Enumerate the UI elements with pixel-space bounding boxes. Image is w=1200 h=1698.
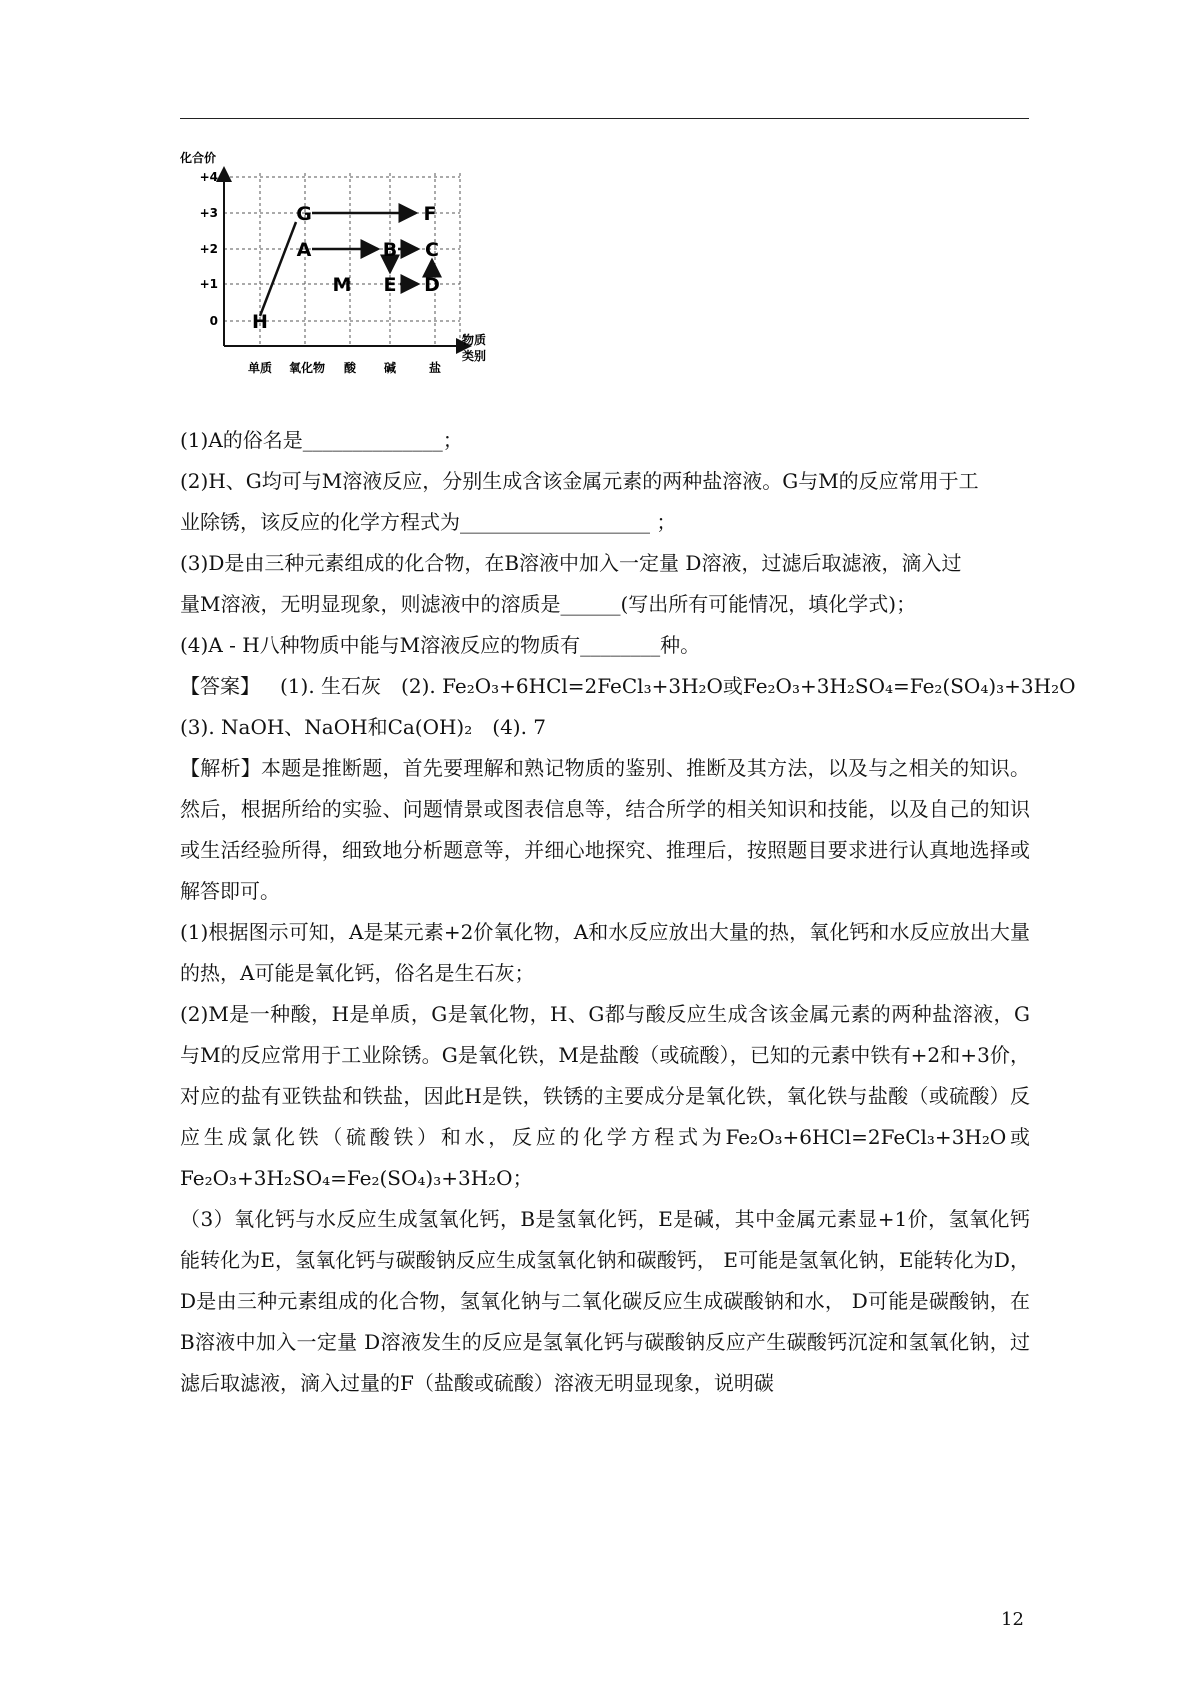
answer-4: (4). 7: [492, 715, 547, 739]
node-g: G: [296, 203, 312, 225]
x-axis-title-line1: 物质: [462, 333, 487, 347]
answer-1: (1). 生石灰: [280, 674, 382, 698]
valence-category-diagram: [180, 148, 550, 418]
question-4: (4)A - H八种物质中能与M溶液反应的物质有________种。: [180, 633, 701, 657]
answer-label: 【答案】: [180, 674, 260, 698]
document-body: [180, 420, 1076, 1404]
answer-2: (2). Fe₂O₃+6HCl=2FeCl₃+3H₂O或Fe₂O₃+3H₂SO₄=Fe₂(SO₄)₃+3H₂O: [401, 674, 1076, 698]
y-tick: +2: [199, 242, 218, 256]
node-m: M: [332, 274, 352, 296]
question-3-line-2: 量M溶液，无明显现象，则滤液中的溶质是______(写出所有可能情况，填化学式)；: [180, 592, 917, 616]
header-rule: [180, 118, 1029, 119]
y-axis-title: 化合价: [180, 151, 217, 165]
y-tick: +3: [199, 206, 218, 220]
answer-row-2: [180, 707, 1030, 748]
x-tick: 碱: [383, 361, 397, 375]
x-axis-title-line2: 类别: [462, 349, 487, 363]
question-2-line-1: (2)H、G均可与M溶液反应，分别生成含该金属元素的两种盐溶液。G与M的反应常用于工: [180, 469, 979, 493]
arrow-h-to-g: [260, 222, 296, 316]
question-3-line-1: (3)D是由三种元素组成的化合物，在B溶液中加入一定量 D溶液，过滤后取滤液，滴入过: [180, 551, 962, 575]
answer-3: (3). NaOH、NaOH和Ca(OH)₂: [180, 715, 473, 739]
node-h: H: [252, 311, 268, 333]
node-e: E: [383, 274, 397, 296]
y-tick: 0: [209, 314, 218, 328]
page-number: 12: [1001, 1609, 1024, 1630]
analysis-intro: 【解析】本题是推断题，首先要理解和熟记物质的鉴别、推断及其方法，以及与之相关的知识。然后，根据所给的实验、问题情景或图表信息等，结合所学的相关知识和技能，以及自己的知识或生活经验所得，细致地分析题意等，并细心地探究、推理后，按照题目要求进行认真地选择或解答即可。: [180, 756, 1030, 903]
analysis-part-3: （3）氧化钙与水反应生成氢氧化钙，B是氢氧化钙，E是碱，其中金属元素显+1价，氢氧化钙能转化为E，氢氧化钙与碳酸钠反应生成氢氧化钠和碳酸钙， E可能是氢氧化钠，E能转化为D，D是由三种元素组成的化合物，氢氧化钠与二氧化碳反应生成碳酸钠和水， D可能是碳酸钠，在B溶液中加入一定量 D溶液发生的反应是氢氧化钙与碳酸钠反应产生碳酸钙沉淀和氢氧化钠，过滤后取滤液，滴入过量的F（盐酸或硫酸）溶液无明显现象，说明碳: [180, 1207, 1030, 1395]
node-d: D: [424, 274, 440, 296]
x-tick: 单质: [247, 361, 273, 375]
node-b: B: [382, 239, 398, 261]
analysis-part-1: (1)根据图示可知，A是某元素+2价氧化物，A和水反应放出大量的热，氧化钙和水反应放出大量的热，A可能是氧化钙，俗名是生石灰；: [180, 920, 1030, 985]
question-2-line-2: 业除锈，该反应的化学方程式为___________________ ；: [180, 510, 677, 534]
node-f: F: [423, 203, 437, 225]
x-tick: 盐: [428, 361, 442, 375]
analysis-part-2: (2)M是一种酸，H是单质，G是氧化物，H、G都与酸反应生成含该金属元素的两种盐溶液，G与M的反应常用于工业除锈。G是氧化铁，M是盐酸（或硫酸），已知的元素中铁有+2和+3价，对应的盐有亚铁盐和铁盐，因此H是铁，铁锈的主要成分是氧化铁，氧化铁与盐酸（或硫酸）反应生成氯化铁（硫酸铁）和水，反应的化学方程式为Fe₂O₃+6HCl=2FeCl₃+3H₂O或Fe₂O₃+3H₂SO₄=Fe₂(SO₄)₃+3H₂O；: [180, 1002, 1030, 1190]
answer-row: [180, 666, 1076, 707]
y-tick: +1: [199, 277, 218, 291]
node-c: C: [425, 239, 439, 261]
node-a: A: [296, 239, 312, 261]
y-tick: +4: [199, 170, 218, 184]
x-tick: 酸: [343, 361, 357, 375]
x-tick: 氧化物: [288, 361, 326, 375]
question-1: (1)A的俗名是______________；: [180, 428, 463, 452]
